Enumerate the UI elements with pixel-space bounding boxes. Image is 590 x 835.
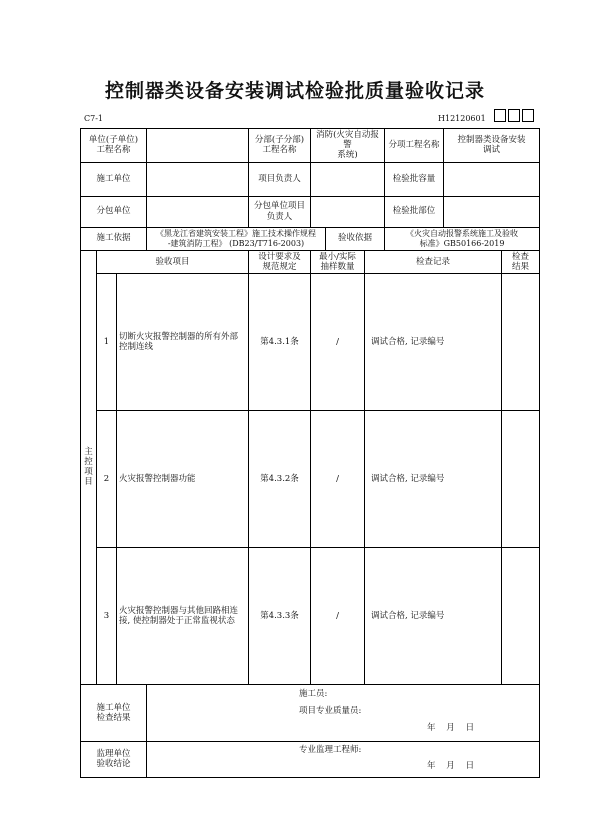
table-row [81,410,540,547]
col-sample: 最小/实际 抽样数量 [311,250,365,273]
subitem-label: 分项工程名称 [385,129,444,163]
basis-label: 施工依据 [81,227,147,250]
item-desc: 火灾报警控制器与其他回路相连接, 使控制器处于正常监视状态 [117,547,249,684]
unit-value[interactable] [147,129,249,163]
table-row [81,547,540,684]
serial-box-3[interactable] [522,109,534,122]
item-no: 2 [97,410,117,547]
serial-boxes[interactable] [494,109,534,122]
item-no: 3 [97,547,117,684]
subcontractor-label: 分包单位 [81,196,147,227]
capacity-value[interactable] [444,162,540,196]
acceptance-basis-value[interactable]: 《火灾自动报警系统施工及验收 标准》GB50166-2019 [385,227,540,250]
construction-date: 年 月 日 [427,722,475,733]
item-clause: 第4.3.1条 [249,273,311,410]
table-row [81,273,540,410]
page-title: 控制器类设备安装调试检验批质量验收记录 [104,80,485,102]
item-clause: 第4.3.2条 [249,410,311,547]
sub-pm-value[interactable] [311,196,385,227]
main-control-label [81,250,97,684]
supervision-date: 年 月 日 [427,760,475,771]
sub-pm-label: 分包单位项目 负责人 [249,196,311,227]
contractor-value[interactable] [147,162,249,196]
main-control-text: 主控项目 [84,446,93,488]
col-result: 检查 结果 [502,250,540,273]
item-record[interactable]: 调试合格, 记录编号 [365,547,502,684]
contractor-label: 施工单位 [81,162,147,196]
col-record: 检查记录 [365,250,502,273]
unit-label: 单位(子单位) 工程名称 [81,129,147,163]
item-clause: 第4.3.3条 [249,547,311,684]
item-sample[interactable]: / [311,410,365,547]
item-record[interactable]: 调试合格, 记录编号 [365,410,502,547]
item-sample[interactable]: / [311,547,365,684]
col-item: 验收项目 [97,250,249,273]
item-result[interactable] [502,547,540,684]
capacity-label: 检验批容量 [385,162,444,196]
construction-check-area[interactable] [147,684,540,741]
item-record[interactable]: 调试合格, 记录编号 [365,273,502,410]
worker-signature: 施工员: [299,688,328,699]
pm-value[interactable] [311,162,385,196]
subitem-value[interactable]: 控制器类设备安装 调试 [444,129,540,163]
inspection-table [80,128,540,778]
item-sample[interactable]: / [311,273,365,410]
location-label: 检验批部位 [385,196,444,227]
division-value[interactable]: 消防(火灾自动报警 系统) [311,129,385,163]
engineer-signature: 专业监理工程师: [299,744,362,755]
pm-label: 项目负责人 [249,162,311,196]
division-label: 分部(子分部) 工程名称 [249,129,311,163]
acceptance-basis-label: 验收依据 [326,227,385,250]
form-code: C7-1 [84,114,104,123]
supervision-area[interactable] [147,741,540,777]
qc-signature: 项目专业质量员: [299,705,362,716]
serial-box-2[interactable] [508,109,520,122]
serial-box-1[interactable] [494,109,506,122]
supervision-label: 监理单位 验收结论 [81,741,147,777]
construction-check-label: 施工单位 检查结果 [81,684,147,741]
col-design: 设计要求及 规范规定 [249,250,311,273]
subcontractor-value[interactable] [147,196,249,227]
location-value[interactable] [444,196,540,227]
item-result[interactable] [502,410,540,547]
item-no: 1 [97,273,117,410]
basis-value[interactable]: 《黑龙江省建筑安装工程》施工技术操作规程 -建筑消防工程》 (DB23/T716-2003) [147,227,326,250]
item-result[interactable] [502,273,540,410]
record-number: H12120601 [438,114,486,123]
item-desc: 火灾报警控制器功能 [117,410,249,547]
item-desc: 切断火灾报警控制器的所有外部控制连线 [117,273,249,410]
